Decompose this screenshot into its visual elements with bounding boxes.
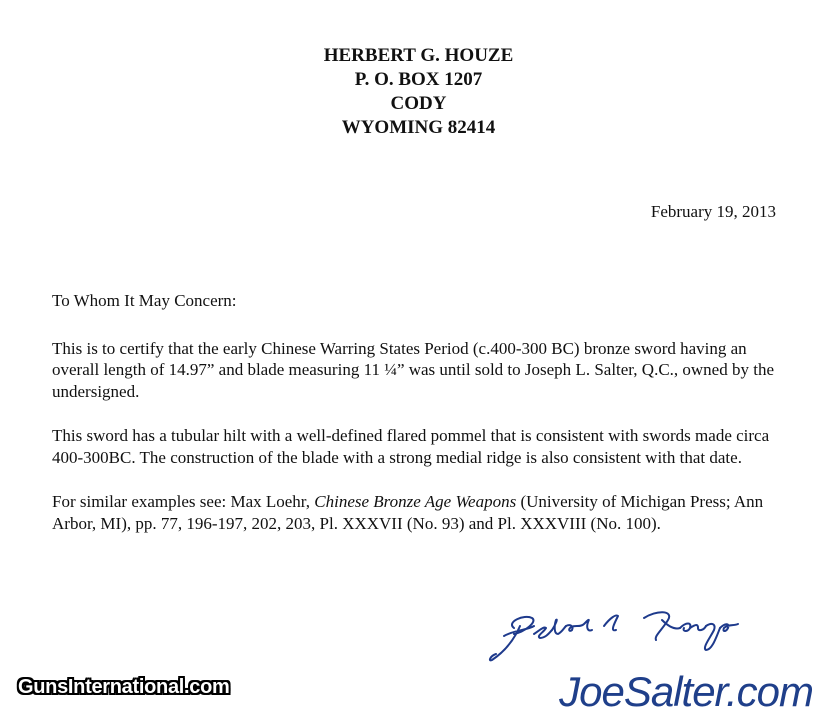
letter-date: February 19, 2013 bbox=[650, 202, 776, 221]
letter-body bbox=[52, 290, 792, 557]
paragraph-references bbox=[52, 491, 792, 534]
signature-label: Herbert G. Houze bbox=[484, 600, 492, 601]
reference-details: (University of Michigan Press; Ann Arbor, MI), pp. 77, 196-197, 202, 203, Pl. XXXVII (No. 93) and Pl. XXXVIII (No. 100). bbox=[52, 492, 764, 533]
letterhead bbox=[0, 44, 827, 140]
watermark-gunsinternational: GunsInternational.com bbox=[18, 676, 230, 698]
reference-intro: For similar examples see: Max Loehr, bbox=[52, 492, 315, 511]
handwritten-signature bbox=[484, 600, 784, 670]
letterhead-state: WYOMING 82414 bbox=[341, 117, 496, 138]
reference-book-title: Chinese Bronze Age Weapons bbox=[314, 492, 517, 511]
paragraph-certification: This is to certify that the early Chinese Warring States Period (c.400-300 BC) bronze sword having an overall length of 14.97” and blade measuring 11 ¼” was until sold to Joseph L. Salter, Q.C., owned by the undersigned. bbox=[52, 338, 774, 401]
letterhead-name: HERBERT G. HOUZE bbox=[323, 45, 514, 66]
paragraph-description: This sword has a tubular hilt with a well-defined flared pommel that is consistent with swords made circa 400-300BC. The construction of the blade with a strong medial ridge is also consistent with that date. bbox=[52, 426, 770, 467]
letterhead-box: P. O. BOX 1207 bbox=[354, 69, 483, 90]
watermark-joesalter: JoeSalter.com bbox=[559, 668, 813, 715]
salutation: To Whom It May Concern: bbox=[52, 291, 237, 310]
letterhead-city: CODY bbox=[390, 93, 447, 114]
